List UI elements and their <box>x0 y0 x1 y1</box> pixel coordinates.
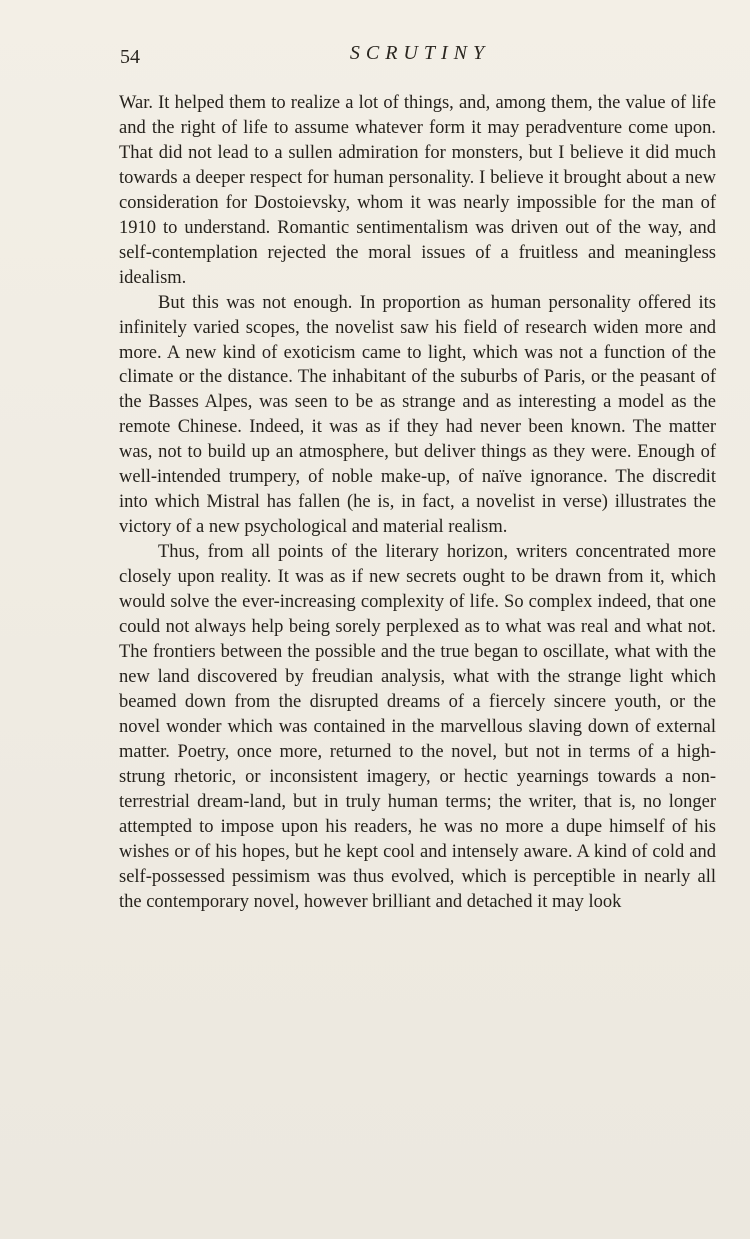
body-text <box>119 91 716 914</box>
running-title: SCRUTINY <box>349 42 491 64</box>
page-header <box>0 42 750 72</box>
paragraph-2: But this was not enough. In proportion as human personality offered its infinitely varied scopes, the novelist saw his field of research widen more and more. A new kind of exoticism came to light, which was not a function of the climate or the distance. The inhabitant of the suburbs of Paris, or the peasant of the Basses Alpes, was seen to be as strange and as interesting a model as the remote Chinese. Indeed, it was as if they had never been known. The matter was, not to build up an atmosphere, but deliver things as they were. Enough of well-intended trumpery, of noble make-up, of naïve ignorance. The discredit into which Mistral has fallen (he is, in fact, a novelist in verse) illustrates the victory of a new psychological and material realism. <box>119 292 716 538</box>
paragraph-3: Thus, from all points of the literary horizon, writers concentrated more closely upon reality. It was as if new secrets ought to be drawn from it, which would solve the ever-increasing complexity of life. So complex indeed, that one could not always help being sorely perplexed as to what was real and what not. The frontiers between the possible and the true began to oscillate, what with the new land discovered by freudian analysis, what with the strange light which beamed down from the disrupted dreams of a fiercely sincere youth, or the novel wonder which was contained in the marvellous slaving down of external matter. Poetry, once more, returned to the novel, but not in terms of a high-strung rhetoric, or inconsistent imagery, or hectic yearnings towards a non-terrestrial dream-land, but in truly human terms; the writer, that is, no longer attempted to impose upon his readers, he was no more a dupe himself of his wishes or of his hopes, but he kept cool and intensely aware. A kind of cold and self-possessed pessimism was thus evolved, which is perceptible in nearly all the contemporary novel, however brilliant and detached it may look <box>119 542 716 912</box>
page-number: 54 <box>120 46 140 68</box>
paragraph-1: War. It helped them to realize a lot of things, and, among them, the value of life and the right of life to assume whatever form it may peradventure come upon. That did not lead to a sullen admiration for monsters, but I believe it did much towards a deeper respect for human personality. I believe it brought about a new consideration for Dostoievsky, whom it was nearly impossible for the man of 1910 to understand. Romantic sentimentalism was driven out of the way, and self-contemplation rejected the moral issues of a fruitless and meaningless idealism. <box>119 93 716 288</box>
